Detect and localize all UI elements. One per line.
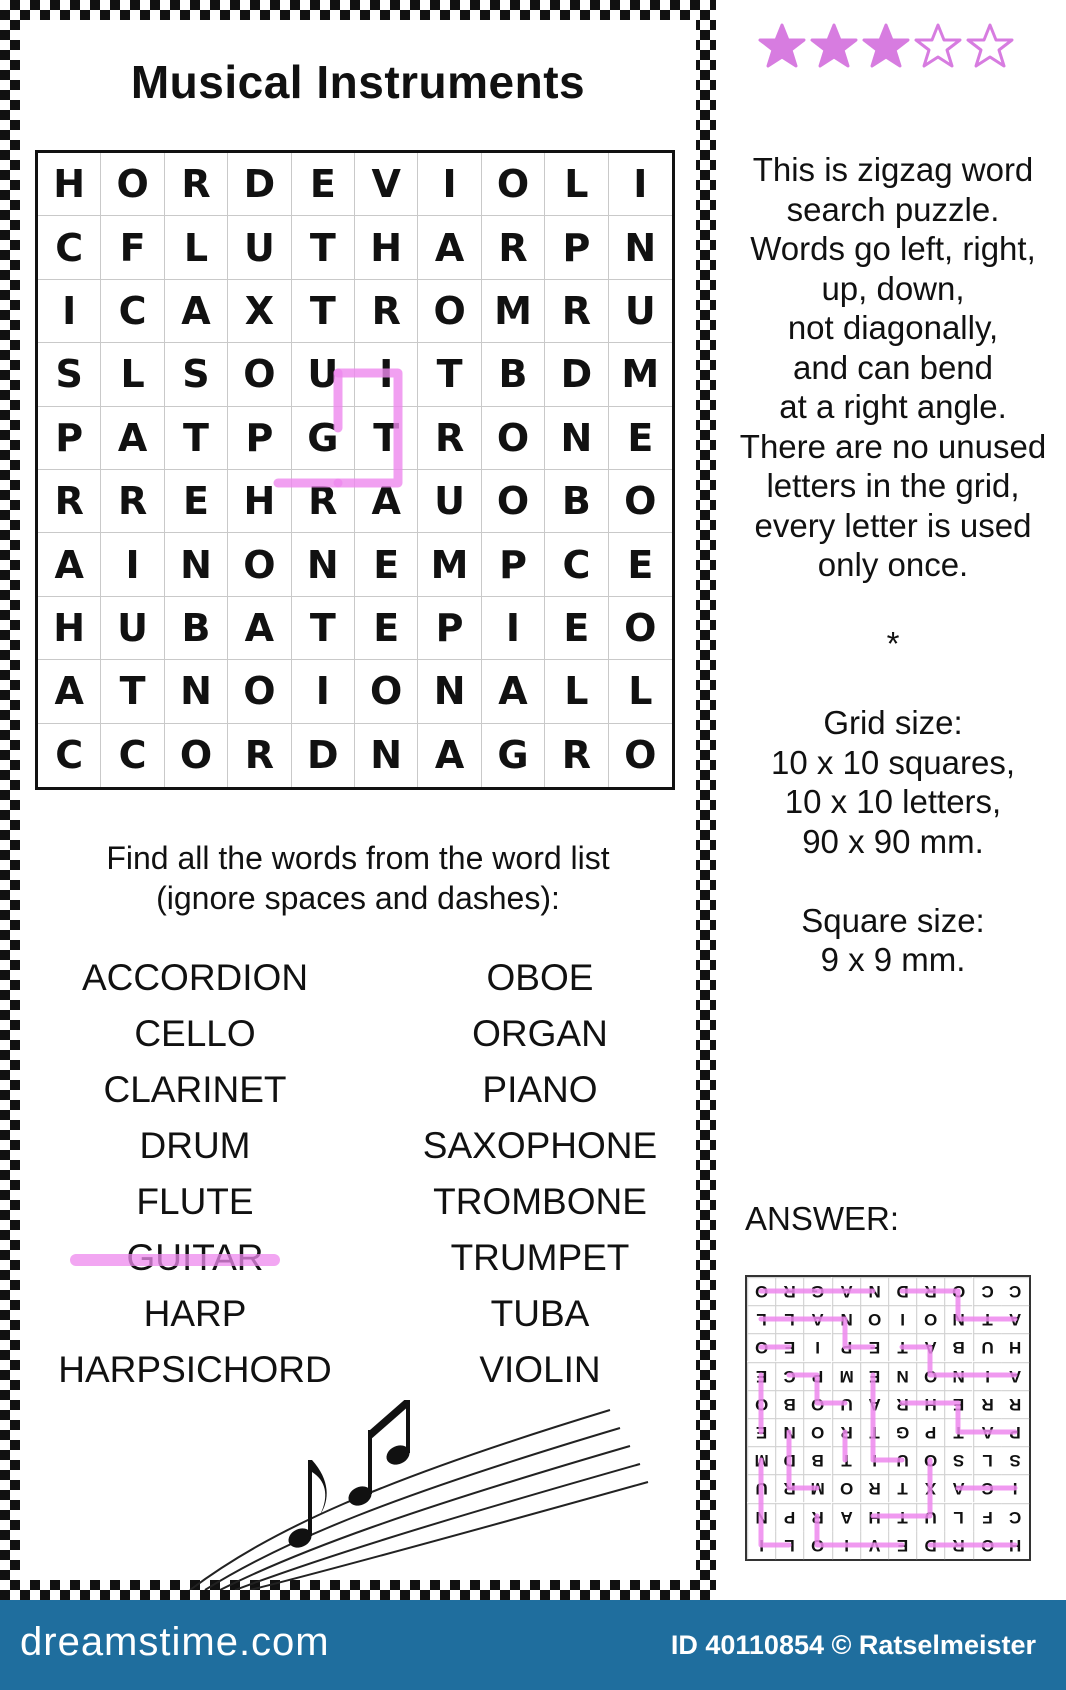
grid-cell[interactable]: A <box>482 660 545 723</box>
grid-cell[interactable]: U <box>418 470 481 533</box>
answer-cell: E <box>775 1333 803 1361</box>
grid-cell[interactable]: O <box>609 597 672 660</box>
grid-cell[interactable]: G <box>292 407 355 470</box>
grid-cell[interactable]: T <box>292 216 355 279</box>
grid-cell[interactable]: E <box>292 153 355 216</box>
answer-cell: D <box>775 1446 803 1474</box>
answer-cell: A <box>916 1333 944 1361</box>
grid-cell[interactable]: H <box>228 470 291 533</box>
grid-cell[interactable]: L <box>545 153 608 216</box>
grid-cell[interactable]: A <box>165 280 228 343</box>
grid-cell[interactable]: F <box>101 216 164 279</box>
grid-cell[interactable]: N <box>355 724 418 787</box>
word-list-item <box>30 1230 360 1286</box>
answer-cell: A <box>803 1305 831 1333</box>
answer-cell: O <box>944 1277 972 1305</box>
answer-cell: N <box>888 1362 916 1390</box>
grid-cell[interactable]: O <box>165 724 228 787</box>
rules-line: letters in the grid, <box>766 467 1020 504</box>
rules-line: Grid size: <box>823 704 963 741</box>
star-filled-icon <box>757 22 807 70</box>
answer-cell: R <box>775 1277 803 1305</box>
grid-cell[interactable]: S <box>38 343 101 406</box>
answer-cell: G <box>888 1418 916 1446</box>
grid-cell[interactable]: L <box>101 343 164 406</box>
answer-cell: M <box>747 1446 775 1474</box>
answer-cell: R <box>1001 1390 1029 1418</box>
grid-cell[interactable]: O <box>418 280 481 343</box>
answer-cell: N <box>944 1305 972 1333</box>
grid-cell[interactable]: U <box>609 280 672 343</box>
answer-cell: I <box>1001 1474 1029 1502</box>
grid-cell[interactable]: B <box>165 597 228 660</box>
answer-cell: H <box>860 1503 888 1531</box>
grid-cell[interactable]: H <box>355 216 418 279</box>
rules-line <box>728 861 1058 901</box>
grid-cell[interactable]: R <box>292 470 355 533</box>
answer-cell: T <box>888 1474 916 1502</box>
answer-cell: C <box>1001 1277 1029 1305</box>
grid-cell[interactable]: D <box>292 724 355 787</box>
answer-cell: B <box>775 1390 803 1418</box>
grid-cell[interactable]: H <box>38 597 101 660</box>
grid-cell[interactable]: M <box>609 343 672 406</box>
grid-cell[interactable]: N <box>545 407 608 470</box>
answer-grid <box>745 1275 1031 1561</box>
word-list-item: FLUTE <box>136 1181 254 1222</box>
word-list-item: TROMBONE <box>433 1181 647 1222</box>
answer-cell: U <box>747 1474 775 1502</box>
grid-cell[interactable]: R <box>545 724 608 787</box>
answer-cell: A <box>944 1474 972 1502</box>
word-list-item: DRUM <box>139 1125 251 1166</box>
grid-cell[interactable]: C <box>38 216 101 279</box>
star-filled-icon <box>809 22 859 70</box>
answer-cell: G <box>803 1277 831 1305</box>
answer-cell: M <box>832 1362 860 1390</box>
grid-cell[interactable]: A <box>418 216 481 279</box>
grid-cell[interactable]: E <box>609 533 672 596</box>
answer-cell: O <box>803 1418 831 1446</box>
grid-cell[interactable]: C <box>101 280 164 343</box>
rules-line: There are no unused <box>739 427 1047 465</box>
grid-cell[interactable]: P <box>545 216 608 279</box>
answer-cell: B <box>803 1446 831 1474</box>
rules-line: not diagonally, <box>787 309 999 346</box>
grid-cell[interactable]: L <box>609 660 672 723</box>
found-word-highlight <box>70 1254 280 1266</box>
grid-cell[interactable]: C <box>545 533 608 596</box>
instructions-line: (ignore spaces and dashes): <box>156 880 560 916</box>
grid-cell[interactable]: T <box>292 280 355 343</box>
rules-line <box>728 664 1058 704</box>
answer-cell: A <box>973 1418 1001 1446</box>
answer-cell: S <box>944 1446 972 1474</box>
grid-cell[interactable]: T <box>292 597 355 660</box>
grid-cell[interactable]: I <box>418 153 481 216</box>
word-list-item: VIOLIN <box>479 1349 601 1390</box>
answer-cell: P <box>1001 1418 1029 1446</box>
answer-cell: O <box>803 1531 831 1559</box>
grid-cell[interactable]: O <box>355 660 418 723</box>
word-list-item: SAXOPHONE <box>422 1125 658 1166</box>
rules-line: only once. <box>817 546 969 583</box>
answer-cell: H <box>916 1390 944 1418</box>
answer-cell: O <box>832 1474 860 1502</box>
grid-cell[interactable]: I <box>355 343 418 406</box>
rules-line: * <box>886 625 900 662</box>
grid-cell[interactable]: E <box>545 597 608 660</box>
answer-cell: R <box>888 1390 916 1418</box>
word-list-item: OBOE <box>486 957 594 998</box>
answer-cell: O <box>916 1305 944 1333</box>
answer-cell: I <box>832 1531 860 1559</box>
grid-cell[interactable]: R <box>482 216 545 279</box>
grid-cell[interactable]: L <box>165 216 228 279</box>
answer-cell: T <box>860 1418 888 1446</box>
answer-cell: C <box>775 1362 803 1390</box>
image-credit: ID 40110854 © Ratselmeister <box>670 1630 1036 1660</box>
grid-cell[interactable]: A <box>38 533 101 596</box>
answer-cell: O <box>860 1305 888 1333</box>
grid-cell[interactable]: A <box>418 724 481 787</box>
answer-cell: P <box>803 1362 831 1390</box>
music-staff-graphic <box>180 1400 650 1590</box>
answer-cell: U <box>832 1390 860 1418</box>
answer-cell: N <box>775 1418 803 1446</box>
answer-cell: H <box>1001 1333 1029 1361</box>
answer-cell: O <box>803 1390 831 1418</box>
grid-cell[interactable]: X <box>228 280 291 343</box>
answer-cell: N <box>832 1305 860 1333</box>
grid-cell[interactable]: U <box>228 216 291 279</box>
grid-cell[interactable]: P <box>38 407 101 470</box>
rules-line: and can bend <box>792 348 993 386</box>
answer-cell: M <box>803 1474 831 1502</box>
answer-cell: P <box>832 1333 860 1361</box>
grid-cell[interactable]: R <box>418 407 481 470</box>
word-list-item: TUBA <box>490 1293 590 1334</box>
grid-cell[interactable]: N <box>292 533 355 596</box>
grid-cell[interactable]: C <box>101 724 164 787</box>
word-list-item: HARPSICHORD <box>58 1349 332 1390</box>
rules-text <box>728 150 1058 980</box>
answer-cell: P <box>916 1418 944 1446</box>
answer-cell: U <box>888 1446 916 1474</box>
brand-logo[interactable]: dreamstime.com <box>20 1620 330 1664</box>
grid-cell[interactable]: C <box>38 724 101 787</box>
rules-line: at a right angle. <box>779 388 1007 425</box>
grid-cell[interactable]: B <box>482 343 545 406</box>
answer-cell: T <box>888 1333 916 1361</box>
answer-cell: I <box>860 1446 888 1474</box>
answer-cell: C <box>973 1474 1001 1502</box>
rules-line: every letter is used <box>754 506 1032 544</box>
grid-cell[interactable]: I <box>609 153 672 216</box>
answer-cell: E <box>860 1333 888 1361</box>
grid-cell[interactable]: O <box>624 733 657 778</box>
grid-cell[interactable]: A <box>355 470 418 533</box>
answer-cell: L <box>747 1305 775 1333</box>
grid-cell[interactable]: I <box>292 660 355 723</box>
grid-cell[interactable]: P <box>482 533 545 596</box>
grid-cell[interactable]: A <box>101 407 164 470</box>
grid-cell[interactable]: M <box>482 280 545 343</box>
word-list-item: TRUMPET <box>450 1237 630 1278</box>
grid-cell[interactable]: T <box>165 407 228 470</box>
grid-cell[interactable]: E <box>355 533 418 596</box>
answer-cell: A <box>1001 1362 1029 1390</box>
instructions-line: Find all the words from the word list <box>106 840 610 876</box>
answer-cell: F <box>973 1503 1001 1531</box>
grid-cell[interactable]: O <box>228 533 291 596</box>
answer-cell: R <box>775 1474 803 1502</box>
answer-cell: D <box>916 1531 944 1559</box>
star-empty-icon <box>913 22 963 70</box>
grid-cell[interactable]: V <box>355 153 418 216</box>
grid-cell[interactable]: G <box>482 724 545 787</box>
answer-cell: T <box>944 1418 972 1446</box>
rules-line <box>728 585 1058 625</box>
grid-cell[interactable]: M <box>418 533 481 596</box>
rules-line: up, down, <box>821 269 965 307</box>
word-list-item: ACCORDION <box>81 957 309 998</box>
grid-cell[interactable]: R <box>165 153 228 216</box>
rules-line: 90 x 90 mm. <box>802 822 984 860</box>
answer-cell: C <box>973 1277 1001 1305</box>
grid-cell[interactable]: E <box>609 407 672 470</box>
answer-cell: P <box>775 1503 803 1531</box>
rules-line: search puzzle. <box>786 190 1000 228</box>
answer-cell: U <box>916 1503 944 1531</box>
difficulty-rating <box>757 22 1015 70</box>
answer-cell: E <box>747 1418 775 1446</box>
grid-cell[interactable]: U <box>101 597 164 660</box>
grid-cell[interactable]: R <box>101 470 164 533</box>
grid-cell[interactable]: B <box>545 470 608 533</box>
grid-cell[interactable]: O <box>101 153 164 216</box>
answer-label: ANSWER: <box>745 1200 900 1237</box>
answer-cell: E <box>747 1362 775 1390</box>
grid-cell[interactable]: L <box>545 660 608 723</box>
grid-cell[interactable]: N <box>609 216 672 279</box>
grid-cell[interactable]: T <box>101 660 164 723</box>
answer-cell: A <box>832 1277 860 1305</box>
answer-cell: T <box>973 1305 1001 1333</box>
grid-cell[interactable]: O <box>609 470 672 533</box>
grid-cell[interactable]: R <box>38 470 101 533</box>
grid-cell[interactable]: I <box>38 280 101 343</box>
answer-cell: A <box>860 1390 888 1418</box>
grid-cell[interactable]: O <box>482 153 545 216</box>
grid-cell[interactable]: N <box>165 533 228 596</box>
grid-cell[interactable]: R <box>545 280 608 343</box>
grid-cell[interactable]: A <box>228 597 291 660</box>
grid-cell[interactable]: N <box>165 660 228 723</box>
rules-line: 10 x 10 squares, <box>771 743 1015 781</box>
grid-cell[interactable]: D <box>228 153 291 216</box>
rules-line: This is zigzag word <box>752 151 1034 188</box>
grid-cell[interactable]: E <box>165 470 228 533</box>
answer-cell: L <box>973 1446 1001 1474</box>
answer-cell: X <box>916 1474 944 1502</box>
answer-cell: R <box>916 1277 944 1305</box>
letter-grid <box>35 150 675 790</box>
grid-cell[interactable]: R <box>355 280 418 343</box>
rules-line: 10 x 10 letters, <box>784 783 1002 820</box>
rules-line: 9 x 9 mm. <box>820 941 966 978</box>
answer-cell: O <box>747 1277 775 1305</box>
answer-cell: E <box>944 1390 972 1418</box>
answer-cell: O <box>747 1333 775 1361</box>
rules-line: Square size: <box>801 901 985 939</box>
answer-cell: D <box>888 1277 916 1305</box>
answer-cell: I <box>803 1333 831 1361</box>
grid-cell[interactable]: A <box>38 660 101 723</box>
answer-cell: V <box>860 1531 888 1559</box>
grid-cell[interactable]: S <box>165 343 228 406</box>
grid-cell[interactable]: N <box>418 660 481 723</box>
answer-cell: I <box>888 1305 916 1333</box>
grid-cell[interactable]: R <box>228 724 291 787</box>
answer-cell: L <box>944 1503 972 1531</box>
word-list-left <box>30 950 360 1398</box>
answer-cell: E <box>888 1531 916 1559</box>
word-list-item: CELLO <box>134 1013 256 1054</box>
word-list-right <box>375 950 705 1398</box>
grid-cell[interactable]: O <box>228 343 291 406</box>
rules-line: Words go left, right, <box>750 230 1036 267</box>
word-list-item: HARP <box>143 1293 247 1334</box>
grid-cell[interactable]: P <box>228 407 291 470</box>
star-empty-icon <box>965 22 1015 70</box>
answer-cell: N <box>860 1277 888 1305</box>
answer-cell: L <box>775 1305 803 1333</box>
answer-cell: O <box>747 1390 775 1418</box>
word-list-item: PIANO <box>482 1069 598 1110</box>
answer-cell: R <box>860 1474 888 1502</box>
answer-cell: B <box>944 1333 972 1361</box>
grid-cell[interactable]: I <box>482 597 545 660</box>
answer-cell: L <box>775 1531 803 1559</box>
answer-cell: S <box>1001 1446 1029 1474</box>
grid-cell[interactable]: E <box>355 597 418 660</box>
grid-cell[interactable]: P <box>418 597 481 660</box>
instructions <box>40 838 676 918</box>
answer-cell: T <box>832 1446 860 1474</box>
answer-cell: U <box>973 1333 1001 1361</box>
star-filled-icon <box>861 22 911 70</box>
answer-cell: R <box>803 1503 831 1531</box>
answer-cell: O <box>916 1446 944 1474</box>
answer-cell: R <box>832 1418 860 1446</box>
answer-cell: O <box>973 1531 1001 1559</box>
word-list-item: CLARINET <box>103 1069 287 1110</box>
grid-cell[interactable]: U <box>292 343 355 406</box>
word-list-item: ORGAN <box>472 1013 608 1054</box>
grid-cell[interactable]: O <box>482 470 545 533</box>
answer-cell: R <box>973 1390 1001 1418</box>
answer-cell: R <box>944 1531 972 1559</box>
answer-cell: C <box>1001 1503 1029 1531</box>
grid-cell[interactable]: O <box>228 660 291 723</box>
answer-cell: A <box>832 1503 860 1531</box>
answer-cell: T <box>888 1503 916 1531</box>
answer-cell: O <box>916 1362 944 1390</box>
answer-cell: A <box>1001 1305 1029 1333</box>
answer-cell: H <box>1008 1535 1022 1555</box>
grid-cell[interactable]: H <box>38 153 101 216</box>
answer-cell: I <box>747 1531 775 1559</box>
footer-bar <box>0 1600 1066 1690</box>
answer-cell: E <box>860 1362 888 1390</box>
page-title: Musical Instruments <box>130 56 586 108</box>
grid-cell[interactable]: O <box>482 407 545 470</box>
answer-cell: I <box>973 1362 1001 1390</box>
grid-cell[interactable]: D <box>545 343 608 406</box>
grid-cell[interactable]: T <box>418 343 481 406</box>
answer-cell: N <box>747 1503 775 1531</box>
answer-cell: N <box>944 1362 972 1390</box>
grid-cell[interactable]: T <box>355 407 418 470</box>
grid-cell[interactable]: I <box>101 533 164 596</box>
